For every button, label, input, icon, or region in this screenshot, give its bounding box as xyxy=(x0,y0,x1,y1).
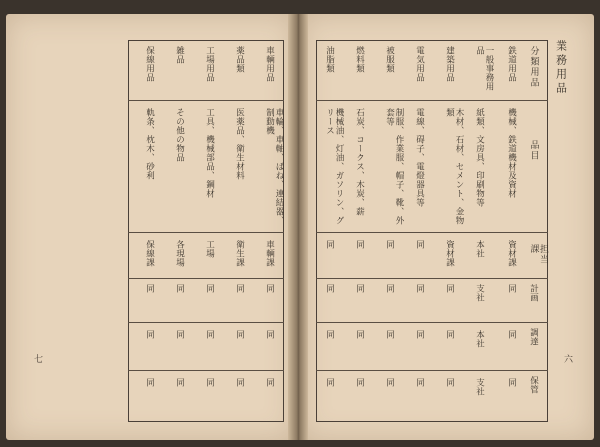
header-items-label: 品目 xyxy=(528,140,539,161)
left-row-2-dept-3: 同 xyxy=(234,330,245,339)
right-row-6-dept-4: 同 xyxy=(354,378,365,387)
right-row-2-category: 一般事務用品 xyxy=(474,46,494,91)
right-row-3-dept-3: 同 xyxy=(444,330,455,339)
right-row-7-dept-4: 同 xyxy=(324,378,335,387)
left-row-1-items: 車輪、車軸、ばね、連結器、制動機 xyxy=(264,108,284,225)
left-row-5-dept-2: 同 xyxy=(144,284,155,293)
right-row-7-dept-2: 同 xyxy=(324,284,335,293)
left-row-5-items: 軌条、枕木、砂利 xyxy=(144,108,155,180)
left-row-3-dept-1: 工場 xyxy=(204,240,215,258)
right-row-7-dept-1: 同 xyxy=(324,240,335,249)
left-row-1-dept-4: 同 xyxy=(264,378,275,387)
left-table-hline-3 xyxy=(128,278,284,279)
right-table-hline-1 xyxy=(316,100,548,101)
right-row-3-items: 木材、石材、セメント、金物類 xyxy=(444,108,464,225)
right-row-1-category: 鉄道用品 xyxy=(506,46,517,82)
left-row-5-dept-4: 同 xyxy=(144,378,155,387)
right-row-4-category: 電気用品 xyxy=(414,46,425,82)
right-row-5-dept-4: 同 xyxy=(384,378,395,387)
header-dept-label: 担当課 xyxy=(528,244,548,265)
left-row-1-dept-3: 同 xyxy=(264,330,275,339)
right-row-3-dept-2: 同 xyxy=(444,284,455,293)
header-category-label: 分類用品 xyxy=(528,46,539,88)
right-row-4-dept-1: 同 xyxy=(414,240,425,249)
right-row-6-category: 燃料類 xyxy=(354,46,365,73)
left-row-5-dept-1: 保線課 xyxy=(144,240,155,267)
right-row-7-category: 油脂類 xyxy=(324,46,335,73)
right-table-hline-2 xyxy=(316,232,548,233)
right-row-4-items: 電線、碍子、電燈器具等 xyxy=(414,108,425,207)
right-row-7-dept-3: 同 xyxy=(324,330,335,339)
left-row-4-dept-2: 同 xyxy=(174,284,185,293)
left-row-2-category: 薬品類 xyxy=(234,46,245,73)
left-row-3-items: 工具、機械部品、鋼材 xyxy=(204,108,215,198)
left-row-2-dept-2: 同 xyxy=(234,284,245,293)
right-row-4-dept-3: 同 xyxy=(414,330,425,339)
left-row-1-dept-2: 同 xyxy=(264,284,275,293)
right-row-1-dept-4: 同 xyxy=(506,378,517,387)
right-table-hline-4 xyxy=(316,322,548,323)
left-table-hline-4 xyxy=(128,322,284,323)
book-gutter xyxy=(288,14,308,440)
right-row-3-dept-4: 同 xyxy=(444,378,455,387)
right-row-6-items: 石炭、コークス、木炭、薪 xyxy=(354,108,365,216)
header-dept-sub-2: 調達 xyxy=(528,328,539,346)
right-row-6-dept-2: 同 xyxy=(354,284,365,293)
right-row-2-items: 紙類、文房具、印刷物等 xyxy=(474,108,485,207)
right-row-5-dept-1: 同 xyxy=(384,240,395,249)
left-row-3-dept-3: 同 xyxy=(204,330,215,339)
left-row-1-dept-1: 車輌課 xyxy=(264,240,275,267)
left-row-4-category: 雑品 xyxy=(174,46,185,64)
left-row-2-items: 医薬品、衛生材料 xyxy=(234,108,245,180)
right-row-6-dept-3: 同 xyxy=(354,330,365,339)
right-row-6-dept-1: 同 xyxy=(354,240,365,249)
right-row-1-dept-2: 同 xyxy=(506,284,517,293)
right-page-number: 六 xyxy=(564,355,574,365)
right-row-2-dept-3: 本社 xyxy=(474,330,485,348)
right-row-1-dept-1: 資材課 xyxy=(506,240,517,267)
right-row-5-category: 被服類 xyxy=(384,46,395,73)
left-page-number: 七 xyxy=(34,355,44,365)
right-row-1-items: 機械、鉄道機材及資材 xyxy=(506,108,517,198)
right-table-hline-3 xyxy=(316,278,548,279)
left-row-4-dept-3: 同 xyxy=(174,330,185,339)
left-row-2-dept-4: 同 xyxy=(234,378,245,387)
left-row-5-dept-3: 同 xyxy=(144,330,155,339)
header-dept-sub-3: 保管 xyxy=(528,376,539,394)
right-row-2-dept-1: 本社 xyxy=(474,240,485,258)
left-table-hline-1 xyxy=(128,100,284,101)
right-table-hline-5 xyxy=(316,370,548,371)
left-row-4-items: その他の物品 xyxy=(174,108,185,162)
left-row-4-dept-4: 同 xyxy=(174,378,185,387)
right-row-3-dept-1: 資材課 xyxy=(444,240,455,267)
left-row-3-dept-2: 同 xyxy=(204,284,215,293)
right-row-7-items: 機械油、灯油、ガソリン、グリース xyxy=(324,108,344,225)
right-row-2-dept-2: 支社 xyxy=(474,284,485,302)
right-row-4-dept-4: 同 xyxy=(414,378,425,387)
left-table-hline-5 xyxy=(128,370,284,371)
left-row-5-category: 保線用品 xyxy=(144,46,155,82)
right-row-3-category: 建築用品 xyxy=(444,46,455,82)
right-row-5-dept-3: 同 xyxy=(384,330,395,339)
page-title: 業務用品 xyxy=(554,40,568,96)
right-row-2-dept-4: 支社 xyxy=(474,378,485,396)
right-row-5-dept-2: 同 xyxy=(384,284,395,293)
left-row-3-category: 工場用品 xyxy=(204,46,215,82)
left-row-3-dept-4: 同 xyxy=(204,378,215,387)
header-dept-sub-1: 計画 xyxy=(528,284,539,302)
right-row-1-dept-3: 同 xyxy=(506,330,517,339)
right-row-5-items: 制服、作業服、帽子、靴、外套等 xyxy=(384,108,404,225)
right-row-4-dept-2: 同 xyxy=(414,284,425,293)
left-row-4-dept-1: 各現場 xyxy=(174,240,185,267)
left-row-1-category: 車輌用品 xyxy=(264,46,275,82)
left-row-2-dept-1: 衛生課 xyxy=(234,240,245,267)
left-table-hline-2 xyxy=(128,232,284,233)
